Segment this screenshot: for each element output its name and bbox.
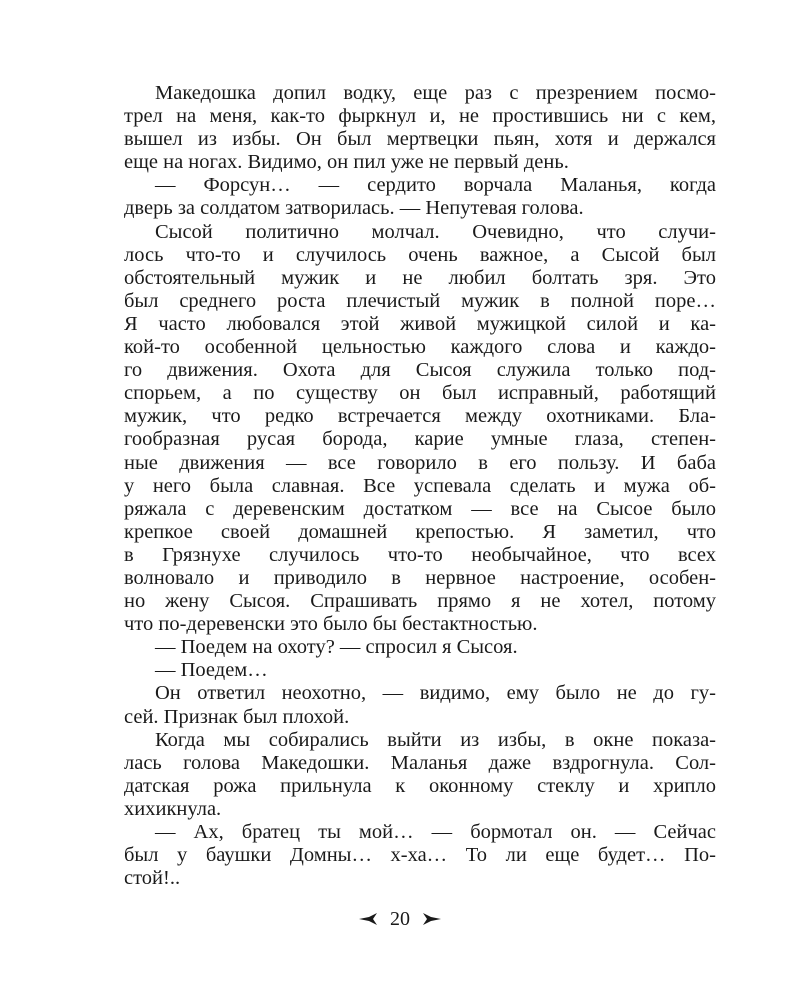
text-line: гообразная русая борода, карие умные глаза, степен-: [124, 428, 716, 451]
text-line: лось что-то и случилось очень важное, а Сысой был: [124, 243, 716, 266]
text-line: был среднего роста плечистый мужик в полной поре…: [124, 289, 716, 312]
text-line: волновало и приводило в нервное настроение, особен-: [124, 566, 716, 589]
text-line: хихикнула.: [124, 797, 222, 820]
text-line: мужик, что редко встречается между охотниками. Бла-: [124, 405, 716, 428]
text-line: Он ответил неохотно, — видимо, ему было не до гу-: [155, 682, 716, 705]
text-line: го движения. Охота для Сысоя служила только под-: [124, 359, 716, 382]
page-text: [124, 82, 716, 890]
text-line: вышел из избы. Он был мертвецки пьян, хотя и держался: [124, 128, 716, 151]
text-line: у него была славная. Все успевала сделать и мужа об-: [124, 474, 716, 497]
text-line: что по-деревенски это было бы бестактностью.: [124, 613, 538, 636]
text-line: трел на меня, как-то фыркнул и, не простившись ни с кем,: [124, 105, 716, 128]
text-line: в Грязнухе случилось что-то необычайное, что всех: [124, 543, 716, 566]
text-line: спорьем, а по существу он был исправный, работящий: [124, 382, 716, 405]
text-line: датская рожа прильнула к оконному стеклу и хрипло: [124, 774, 716, 797]
text-line: — Форсун… — сердито ворчала Маланья, когда: [155, 174, 716, 197]
text-line: ные движения — все говорило в его пользу. И баба: [124, 451, 716, 474]
text-line: сей. Признак был плохой.: [124, 705, 350, 728]
text-line: — Ах, братец ты мой… — бормотал он. — Сейчас: [155, 821, 716, 843]
text-line: обстоятельный мужик и не любил болтать зря. Это: [124, 266, 716, 289]
text-line: стой!..: [124, 867, 181, 890]
page-folio: [0, 906, 800, 931]
text-line: ряжала с деревенским достатком — все на Сысое было: [124, 497, 716, 520]
text-line: — Поедем…: [155, 659, 268, 682]
text-line: еще на ногах. Видимо, он пил уже не первый день.: [124, 151, 569, 174]
page-number: 20: [390, 908, 410, 931]
text-line: Македошка допил водку, еще раз с презрением посмо-: [155, 82, 716, 104]
ornament-left-icon: [357, 912, 379, 926]
text-line: крепкое своей домашней крепостью. Я заметил, что: [124, 520, 716, 543]
text-line: Сысой политично молчал. Очевидно, что случи-: [155, 220, 716, 243]
ornament-right-icon: [421, 912, 443, 926]
text-line: Когда мы собирались выйти из избы, в окне показа-: [155, 728, 716, 751]
text-line: кой-то особенной цельностью каждого слова и каждо-: [124, 336, 716, 359]
text-line: Я часто любовался этой живой мужицкой силой и ка-: [124, 312, 716, 335]
text-line: был у баушки Домны… х-ха… То ли еще будет… По-: [124, 844, 716, 867]
text-line: — Поедем на охоту? — спросил я Сысоя.: [155, 636, 518, 659]
text-line: лась голова Македошки. Маланья даже вздрогнула. Сол-: [124, 751, 716, 774]
text-line: но жену Сысоя. Спрашивать прямо я не хотел, потому: [124, 590, 716, 613]
text-line: дверь за солдатом затворилась. — Непутевая голова.: [124, 197, 584, 220]
